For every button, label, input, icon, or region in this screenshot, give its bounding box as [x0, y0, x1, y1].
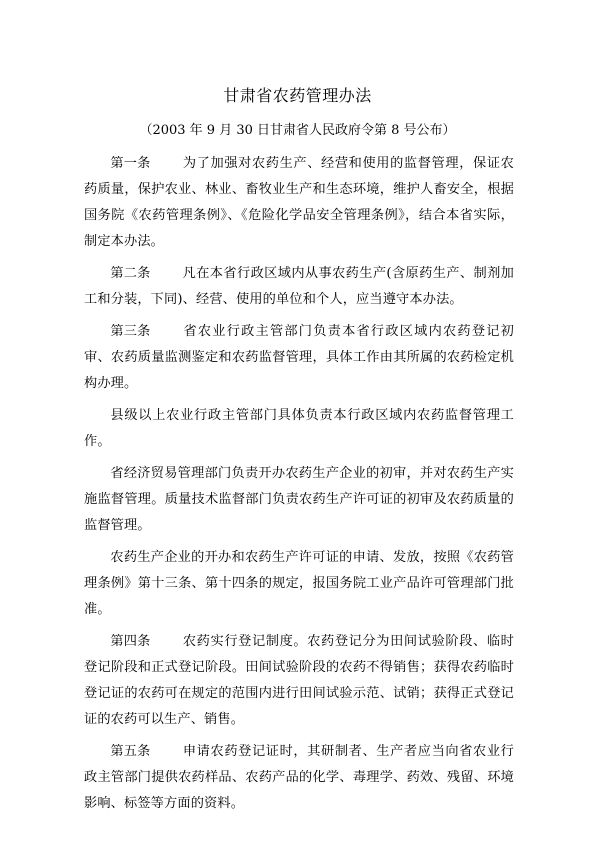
document-subtitle: （2003 年 9 月 30 日甘肃省人民政府令第 8 号公布） [139, 123, 456, 138]
paragraph-text: 凡在本省行政区域内从事农药生产(含原药生产、制剂加工和分装，下同)、经营、使用的单位和个人，应当遵守本办法。 [84, 266, 514, 307]
article-3-paragraph-economic [84, 461, 514, 539]
article-3-paragraph-county [84, 403, 514, 455]
paragraph-text: 县级以上农业行政主管部门具体负责本行政区域内农药监督管理工作。 [84, 408, 514, 449]
paragraph-text: 申请农药登记证时，其研制者、生产者应当向省农业行政主管部门提供农药样品、农药产品的化学、毒理学、药效、残留、环境影响、标签等方面的资料。 [84, 744, 514, 811]
article-4-paragraph [84, 629, 514, 733]
article-3-paragraph-enterprise [84, 545, 514, 623]
paragraph-text: 为了加强对农药生产、经营和使用的监督管理，保证农药质量，保护农业、林业、畜牧业生产和生态环境，维护人畜安全，根据国务院《农药管理条例》、《危险化学品安全管理条例》，结合本省实际，制定本办法。 [84, 156, 514, 249]
document-body [84, 151, 514, 823]
article-number: 第五条 [110, 744, 151, 759]
article-number: 第四条 [110, 634, 151, 649]
paragraph-text: 省经济贸易管理部门负责开办农药生产企业的初审，并对农药生产实施监督管理。质量技术监督部门负责农药生产许可证的初审及农药质量的监督管理。 [84, 466, 514, 533]
paragraph-text: 农药实行登记制度。农药登记分为田间试验阶段、临时登记阶段和正式登记阶段。田间试验阶段的农药不得销售；获得农药临时登记证的农药可在规定的范围内进行田间试验示范、试销；获得正式登记证的农药可以生产、销售。 [84, 634, 514, 727]
article-3-paragraph [84, 319, 514, 397]
paragraph-text: 省农业行政主管部门负责本省行政区域内农药登记初审、农药质量监测鉴定和农药监督管理，具体工作由其所属的农药检定机构办理。 [84, 324, 514, 391]
article-number: 第三条 [110, 324, 151, 339]
article-number: 第一条 [110, 156, 151, 171]
article-5-paragraph [84, 739, 514, 817]
paragraph-text: 农药生产企业的开办和农药生产许可证的申请、发放，按照《农药管理条例》第十三条、第十四条的规定，报国务院工业产品许可管理部门批准。 [84, 550, 514, 617]
article-1-paragraph [84, 151, 514, 255]
document-title: 甘肃省农药管理办法 [223, 86, 372, 105]
article-2-paragraph [84, 261, 514, 313]
article-number: 第二条 [110, 266, 151, 281]
